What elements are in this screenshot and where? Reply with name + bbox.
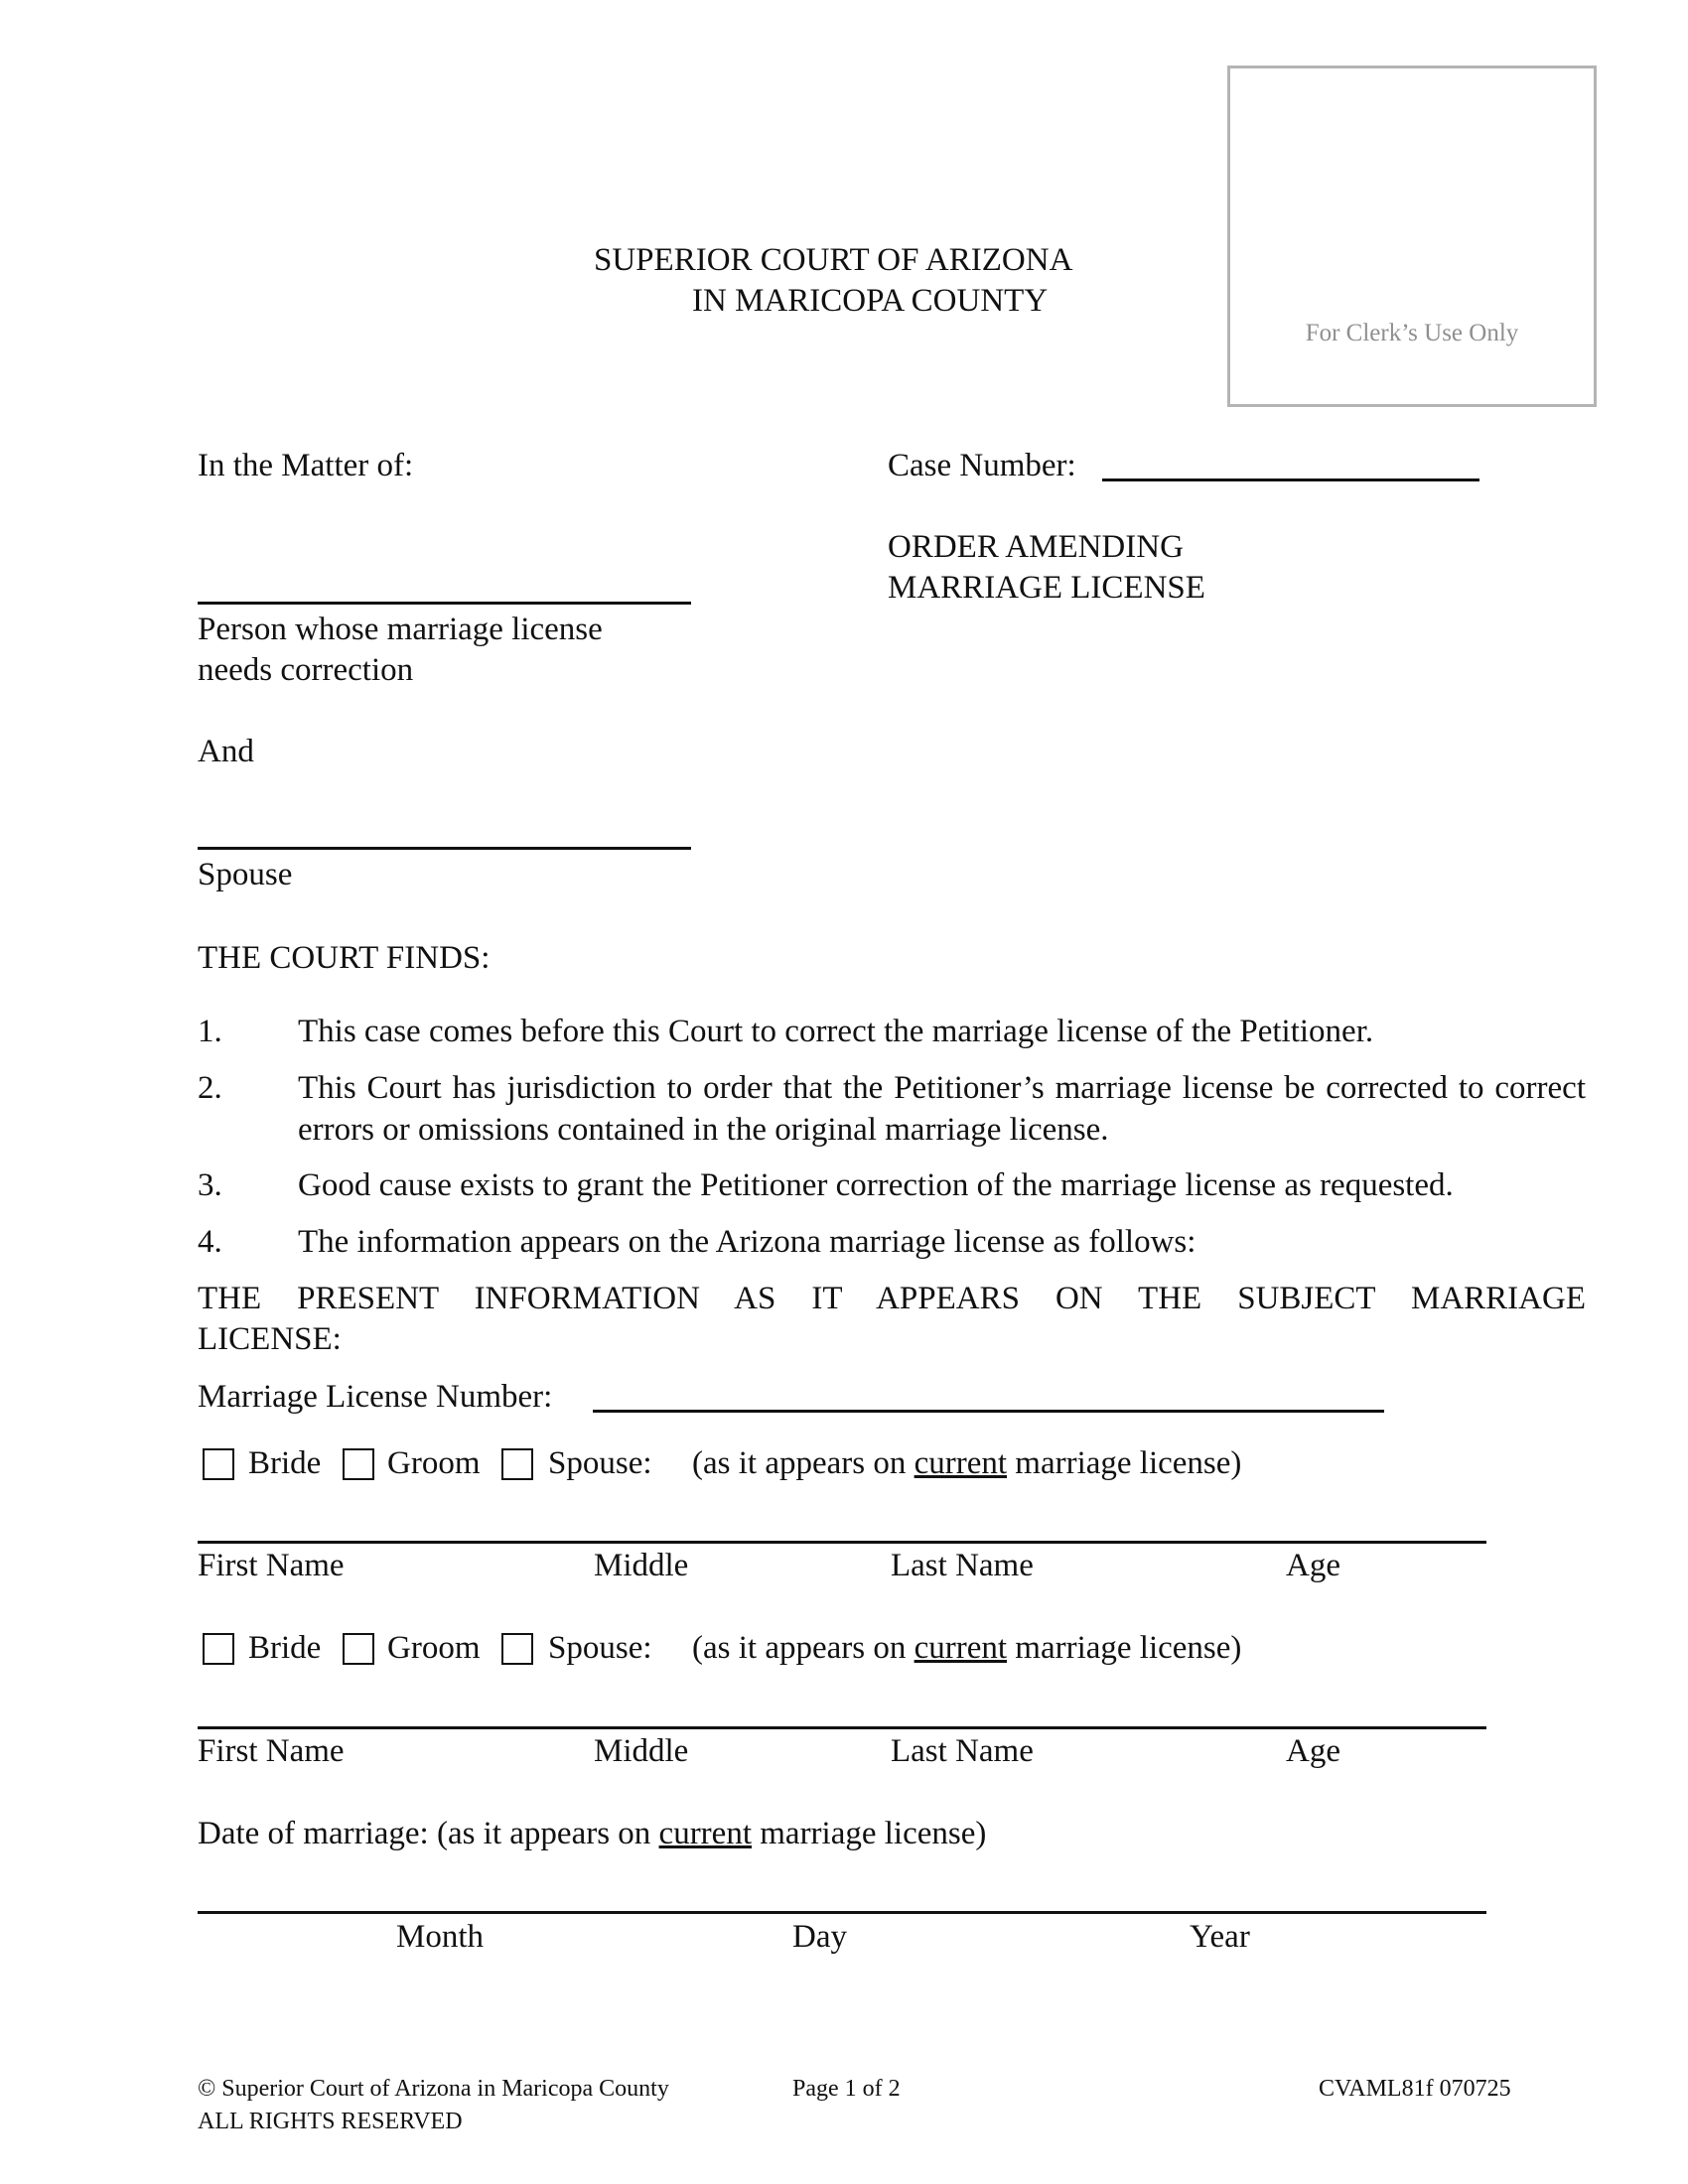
bride-option-label: Bride bbox=[248, 1445, 322, 1481]
finding-text: This case comes before this Court to correct the marriage license of the Petitioner. bbox=[298, 1014, 1374, 1049]
spouse-checkbox[interactable] bbox=[501, 1633, 533, 1665]
spouse-option-label: Spouse: bbox=[548, 1630, 652, 1666]
order-title-line2: MARRIAGE LICENSE bbox=[888, 570, 1205, 606]
finding-text: Good cause exists to grant the Petitioner correction of the marriage license as requested. bbox=[298, 1167, 1454, 1203]
person-label-line1: Person whose marriage license bbox=[198, 612, 603, 647]
marriage-date-line[interactable] bbox=[198, 1911, 1486, 1914]
matter-label: In the Matter of: bbox=[198, 448, 414, 483]
groom-option-label: Groom bbox=[387, 1445, 481, 1481]
current-license-note: (as it appears on current marriage license) bbox=[692, 1445, 1242, 1481]
spouse-option-label: Spouse: bbox=[548, 1445, 652, 1481]
finding-text: The information appears on the Arizona marriage license as follows: bbox=[298, 1224, 1196, 1260]
court-name-line1: SUPERIOR COURT OF ARIZONA bbox=[594, 242, 1073, 278]
first-name-label: First Name bbox=[198, 1548, 345, 1583]
license-number-label: Marriage License Number: bbox=[198, 1379, 553, 1415]
person-label-line2: needs correction bbox=[198, 652, 414, 688]
middle-name-label: Middle bbox=[594, 1548, 689, 1583]
age-label: Age bbox=[1286, 1548, 1340, 1583]
findings-heading: THE COURT FINDS: bbox=[198, 940, 491, 976]
clerk-use-label: For Clerk’s Use Only bbox=[1305, 320, 1519, 346]
present-info-heading-line2: LICENSE: bbox=[198, 1321, 342, 1357]
spouse-checkbox[interactable] bbox=[501, 1448, 533, 1480]
marriage-date-label: Date of marriage: (as it appears on current marriage license) bbox=[198, 1816, 987, 1851]
court-name-line2: IN MARICOPA COUNTY bbox=[692, 283, 1049, 319]
finding-number: 1. bbox=[198, 1014, 222, 1049]
party2-name-line[interactable] bbox=[198, 1726, 1486, 1729]
bride-checkbox[interactable] bbox=[203, 1448, 234, 1480]
year-label: Year bbox=[1190, 1919, 1250, 1955]
middle-name-label: Middle bbox=[594, 1733, 689, 1769]
last-name-label: Last Name bbox=[891, 1733, 1034, 1769]
day-label: Day bbox=[792, 1919, 847, 1955]
footer-form-code: CVAML81f 070725 bbox=[1319, 2076, 1511, 2102]
footer-page-number: Page 1 of 2 bbox=[792, 2076, 901, 2102]
finding-number: 4. bbox=[198, 1224, 222, 1260]
finding-number: 2. bbox=[198, 1070, 222, 1106]
license-number-line[interactable] bbox=[593, 1410, 1384, 1413]
person-name-line[interactable] bbox=[198, 602, 691, 605]
finding-text: This Court has jurisdiction to order that the Petitioner’s marriage license be corrected to correct errors or omissions contained in the original marriage license. bbox=[298, 1070, 1586, 1148]
clerk-use-box bbox=[1227, 66, 1597, 407]
footer-rights: ALL RIGHTS RESERVED bbox=[198, 2109, 463, 2134]
spouse-name-line[interactable] bbox=[198, 847, 691, 850]
spouse-label: Spouse bbox=[198, 857, 293, 892]
order-title-line1: ORDER AMENDING bbox=[888, 529, 1184, 565]
first-name-label: First Name bbox=[198, 1733, 345, 1769]
age-label: Age bbox=[1286, 1733, 1340, 1769]
footer-copyright: © Superior Court of Arizona in Maricopa County bbox=[198, 2076, 669, 2102]
case-number-label: Case Number: bbox=[888, 448, 1076, 483]
month-label: Month bbox=[396, 1919, 485, 1955]
groom-checkbox[interactable] bbox=[343, 1633, 374, 1665]
current-license-note: (as it appears on current marriage license) bbox=[692, 1630, 1242, 1666]
groom-checkbox[interactable] bbox=[343, 1448, 374, 1480]
and-label: And bbox=[198, 734, 254, 769]
party1-name-line[interactable] bbox=[198, 1541, 1486, 1544]
present-info-heading-line1: THE PRESENT INFORMATION AS IT APPEARS ON THE SUBJECT MARRIAGE bbox=[198, 1281, 1586, 1316]
finding-number: 3. bbox=[198, 1167, 222, 1203]
last-name-label: Last Name bbox=[891, 1548, 1034, 1583]
bride-checkbox[interactable] bbox=[203, 1633, 234, 1665]
case-number-line[interactable] bbox=[1102, 478, 1479, 481]
bride-option-label: Bride bbox=[248, 1630, 322, 1666]
groom-option-label: Groom bbox=[387, 1630, 481, 1666]
